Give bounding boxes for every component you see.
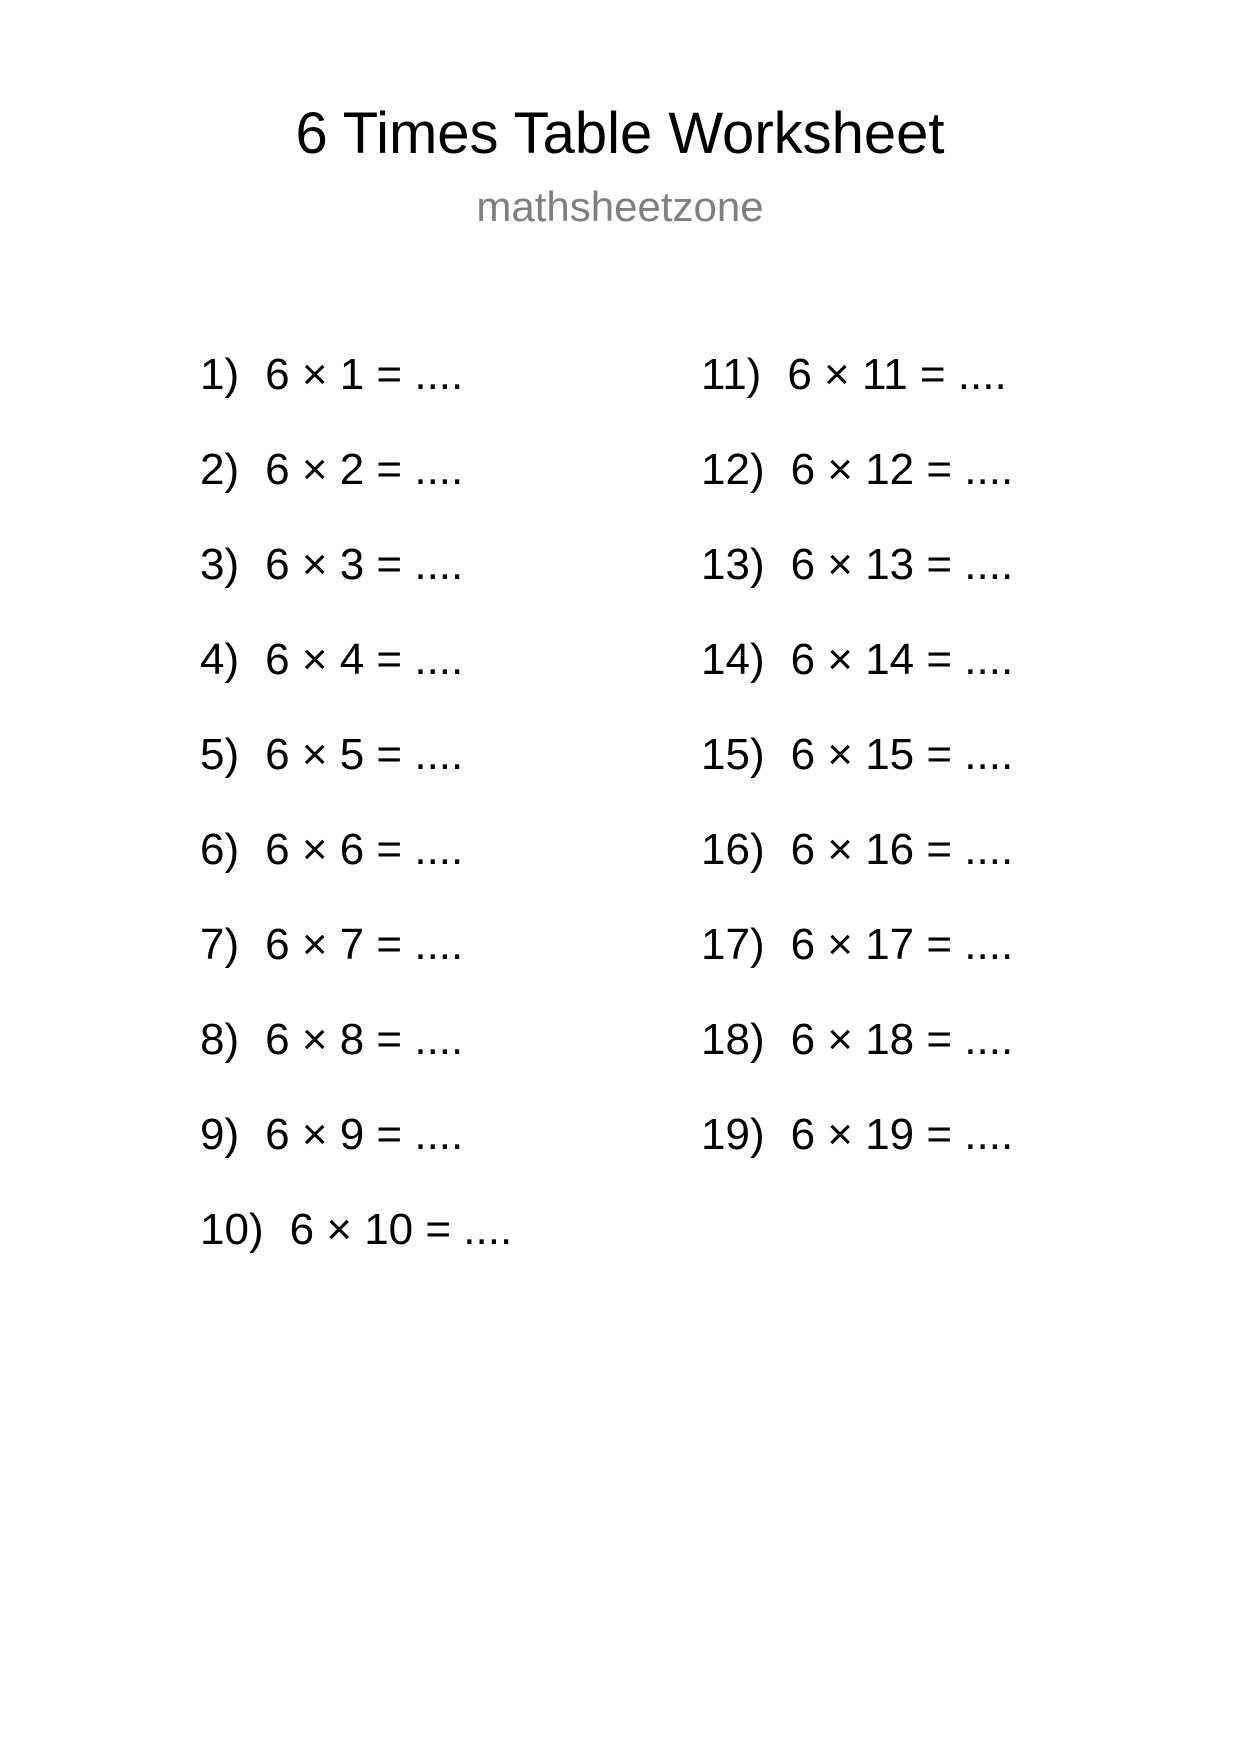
problem-number: 17)	[701, 920, 765, 969]
problem-item	[701, 1108, 1013, 1203]
problem-number: 18)	[701, 1015, 765, 1064]
problem-item	[701, 538, 1013, 633]
problem-expression: 6 × 7 = ....	[265, 920, 464, 969]
problem-number: 7)	[200, 920, 240, 969]
problem-expression: 6 × 4 = ....	[265, 635, 464, 684]
problem-number: 5)	[200, 730, 240, 779]
problem-item	[200, 348, 512, 443]
problem-number: 13)	[701, 540, 765, 589]
problem-item	[701, 728, 1013, 823]
problem-number: 15)	[701, 730, 765, 779]
problem-expression: 6 × 12 = ....	[790, 445, 1014, 494]
problem-number: 1)	[200, 350, 240, 399]
problem-expression: 6 × 2 = ....	[265, 445, 464, 494]
problem-item	[701, 823, 1013, 918]
problem-expression: 6 × 6 = ....	[265, 825, 464, 874]
problem-item	[200, 728, 512, 823]
problem-column-right	[701, 348, 1013, 1203]
problem-item	[200, 823, 512, 918]
problem-number: 8)	[200, 1015, 240, 1064]
problem-number: 4)	[200, 635, 240, 684]
problem-expression: 6 × 3 = ....	[265, 540, 464, 589]
problem-item	[200, 1013, 512, 1108]
problem-number: 11)	[701, 350, 762, 399]
problem-expression: 6 × 5 = ....	[265, 730, 464, 779]
problem-expression: 6 × 1 = ....	[265, 350, 464, 399]
problem-expression: 6 × 9 = ....	[265, 1110, 464, 1159]
problem-expression: 6 × 15 = ....	[790, 730, 1014, 779]
problem-item	[200, 443, 512, 538]
worksheet-title: 6 Times Table Worksheet	[295, 101, 945, 166]
worksheet-subtitle: mathsheetzone	[476, 183, 764, 230]
problem-expression: 6 × 11 = ....	[787, 350, 1007, 399]
problem-number: 10)	[200, 1205, 264, 1254]
problem-column-left	[200, 348, 512, 1298]
problem-item	[701, 348, 1013, 443]
problem-number: 16)	[701, 825, 765, 874]
problem-expression: 6 × 16 = ....	[790, 825, 1014, 874]
problem-expression: 6 × 8 = ....	[265, 1015, 464, 1064]
problem-expression: 6 × 10 = ....	[289, 1205, 513, 1254]
problem-expression: 6 × 14 = ....	[790, 635, 1014, 684]
problem-item	[200, 538, 512, 633]
problem-expression: 6 × 18 = ....	[790, 1015, 1014, 1064]
problem-item	[701, 633, 1013, 728]
problem-item	[200, 633, 512, 728]
problem-item	[701, 918, 1013, 1013]
problem-number: 19)	[701, 1110, 765, 1159]
problem-number: 2)	[200, 445, 240, 494]
problem-number: 6)	[200, 825, 240, 874]
problem-number: 12)	[701, 445, 765, 494]
problem-number: 14)	[701, 635, 765, 684]
problem-item	[200, 1203, 512, 1298]
problem-item	[200, 1108, 512, 1203]
problem-expression: 6 × 17 = ....	[790, 920, 1014, 969]
problem-expression: 6 × 19 = ....	[790, 1110, 1014, 1159]
problem-expression: 6 × 13 = ....	[790, 540, 1014, 589]
problem-item	[200, 918, 512, 1013]
problem-number: 3)	[200, 540, 240, 589]
problem-item	[701, 1013, 1013, 1108]
problem-number: 9)	[200, 1110, 240, 1159]
problem-item	[701, 443, 1013, 538]
